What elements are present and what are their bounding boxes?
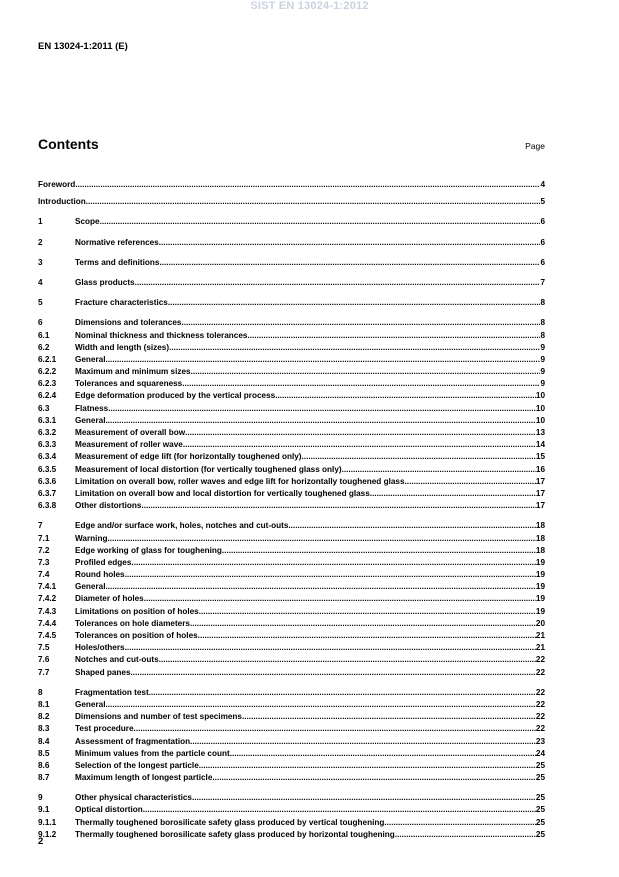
leader-dots <box>131 667 536 679</box>
toc-title: Profiled edges <box>75 557 132 567</box>
toc-number: 1 <box>38 217 43 227</box>
toc-title: Foreword <box>38 180 76 189</box>
toc-page: 22 <box>535 712 545 722</box>
toc-number: 6.3 <box>38 403 50 413</box>
toc-entry[interactable] <box>38 464 545 476</box>
toc-entry[interactable] <box>38 804 545 816</box>
toc-title: Measurement of local distortion (for vertically toughened glass only) <box>75 464 342 474</box>
toc-page: 17 <box>535 488 545 498</box>
toc-page: 8 <box>540 318 545 328</box>
toc-page: 4 <box>540 180 545 189</box>
toc-entry[interactable] <box>38 488 545 500</box>
toc-number: 7.5 <box>38 643 50 653</box>
leader-dots <box>275 390 536 402</box>
toc-title: Dimensions and tolerances <box>75 318 182 328</box>
toc-title: Other physical characteristics <box>75 793 192 803</box>
toc-entry[interactable] <box>38 366 545 378</box>
toc-entry[interactable] <box>38 711 545 723</box>
toc-number: 9.1 <box>38 805 50 815</box>
toc-entry-foreword[interactable] <box>38 179 545 191</box>
toc-page: 6 <box>540 257 545 267</box>
toc-title: Maximum length of longest particle <box>75 773 213 783</box>
toc-title: Measurement of edge lift (for horizontally toughened only) <box>75 452 302 462</box>
toc-page: 10 <box>535 391 545 401</box>
toc-entry[interactable] <box>38 699 545 711</box>
toc-page: 22 <box>535 699 545 709</box>
toc-entry[interactable] <box>38 642 545 654</box>
toc-title: Normative references <box>75 237 159 247</box>
toc-page: 17 <box>535 476 545 486</box>
leader-dots <box>199 606 536 618</box>
leader-dots <box>106 415 536 427</box>
toc-number: 7.2 <box>38 545 50 555</box>
toc-page: 21 <box>535 643 545 653</box>
toc-page: 22 <box>535 687 545 697</box>
toc-page: 21 <box>535 631 545 640</box>
leader-dots <box>199 760 536 772</box>
leader-dots <box>182 378 540 390</box>
toc-number: 8 <box>38 687 43 697</box>
leader-dots <box>143 804 536 816</box>
leader-dots <box>108 403 536 415</box>
toc-page: 5 <box>540 197 545 207</box>
toc-page: 19 <box>535 606 545 616</box>
toc-number: 8.7 <box>38 773 50 783</box>
toc-number: 6.3.6 <box>38 476 57 486</box>
toc-entry[interactable] <box>38 378 545 390</box>
toc-number: 6.3.8 <box>38 501 57 511</box>
toc-title: Diameter of holes <box>75 594 144 604</box>
toc-page: 9 <box>540 342 545 352</box>
toc-page: 20 <box>535 618 545 628</box>
toc-page: 8 <box>540 298 545 308</box>
toc-number: 7.7 <box>38 667 50 677</box>
document-id: EN 13024-1:2011 (E) <box>38 41 128 52</box>
toc-page: 15 <box>535 452 545 462</box>
leader-dots <box>190 618 536 630</box>
leader-dots <box>134 723 536 735</box>
toc-number: 7.4.5 <box>38 631 57 640</box>
toc-title: Edge and/or surface work, holes, notches and cut-outs <box>75 521 289 531</box>
toc-page: 25 <box>535 793 545 803</box>
leader-dots <box>125 642 536 654</box>
toc-number: 2 <box>38 237 43 247</box>
leader-dots <box>185 427 536 439</box>
toc-number: 5 <box>38 298 43 308</box>
toc-entry-introduction[interactable] <box>38 196 545 208</box>
toc-number: 7.4.3 <box>38 606 57 616</box>
leader-dots <box>192 792 536 804</box>
toc-number: 9 <box>38 793 43 803</box>
toc-entry[interactable] <box>38 618 545 630</box>
toc-number: 6.1 <box>38 330 50 340</box>
leader-dots <box>191 366 541 378</box>
contents-heading: Contents <box>38 136 99 152</box>
toc-entry[interactable] <box>38 736 545 748</box>
toc-title: Measurement of roller wave <box>75 440 183 450</box>
toc-page: 6 <box>540 237 545 247</box>
toc-entry[interactable] <box>38 654 545 666</box>
toc-title: Measurement of overall bow <box>75 428 186 437</box>
toc-page: 6 <box>540 217 545 227</box>
toc-title: Edge working of glass for toughening <box>75 545 222 555</box>
toc-number: 9.1.1 <box>38 817 57 827</box>
toc-entry[interactable] <box>38 545 545 557</box>
toc-entry[interactable] <box>38 593 545 605</box>
toc-number: 7.4.1 <box>38 582 57 592</box>
toc-title: Tolerances on hole diameters <box>75 618 190 628</box>
toc-entry[interactable] <box>38 257 545 269</box>
toc-number: 7.4 <box>38 570 50 580</box>
toc-title: Round holes <box>75 570 125 580</box>
toc-title: Scope <box>75 217 100 227</box>
leader-dots <box>100 216 541 228</box>
toc-entry[interactable] <box>38 723 545 735</box>
leader-dots <box>107 533 535 545</box>
toc-page: 22 <box>535 655 545 665</box>
toc-page: 23 <box>535 736 545 746</box>
toc-title: Thermally toughened borosilicate safety glass produced by vertical toughening <box>75 817 385 827</box>
table-of-contents <box>38 174 545 841</box>
toc-number: 6.2 <box>38 342 50 352</box>
toc-title: General <box>75 354 106 364</box>
toc-entry[interactable] <box>38 297 545 309</box>
toc-number: 6.2.1 <box>38 354 57 364</box>
page-number: 2 <box>38 836 44 847</box>
toc-page: 18 <box>535 545 545 555</box>
leader-dots <box>183 439 536 451</box>
toc-entry[interactable] <box>38 317 545 329</box>
toc-page: 9 <box>540 354 545 364</box>
toc-page: 19 <box>535 582 545 592</box>
toc-number: 6.2.4 <box>38 391 57 401</box>
toc-number: 7 <box>38 521 43 531</box>
toc-title: Test procedure <box>75 724 134 734</box>
toc-number: 7.6 <box>38 655 50 665</box>
toc-page: 22 <box>535 724 545 734</box>
leader-dots <box>405 476 536 488</box>
toc-title: Width and length (sizes) <box>75 342 170 352</box>
toc-title: Tolerances and squareness <box>75 379 183 389</box>
toc-title: Holes/others <box>75 643 125 653</box>
toc-page: 14 <box>535 440 545 450</box>
leader-dots <box>106 699 536 711</box>
toc-title: Limitation on overall bow, roller waves and edge lift for horizontally toughened glass <box>75 476 405 486</box>
leader-dots <box>168 297 541 309</box>
toc-number: 6.3.7 <box>38 488 57 498</box>
toc-number: 6.3.5 <box>38 464 57 474</box>
toc-title: Dimensions and number of test specimens <box>75 712 242 722</box>
toc-entry[interactable] <box>38 533 545 545</box>
toc-title: Shaped panes <box>75 667 131 677</box>
toc-number: 7.4.4 <box>38 618 57 628</box>
leader-dots <box>212 772 536 784</box>
toc-page: 10 <box>535 415 545 425</box>
toc-number: 8.2 <box>38 712 50 722</box>
toc-number: 8.5 <box>38 748 50 758</box>
toc-page: 10 <box>535 403 545 413</box>
toc-page: 9 <box>540 367 545 377</box>
leader-dots <box>159 654 536 666</box>
toc-page: 25 <box>535 817 545 827</box>
leader-dots <box>125 569 536 581</box>
toc-page: 25 <box>535 773 545 783</box>
leader-dots <box>135 277 541 289</box>
toc-number: 6.2.3 <box>38 379 57 389</box>
toc-entry[interactable] <box>38 354 545 366</box>
leader-dots <box>395 829 536 841</box>
toc-title: General <box>75 582 106 592</box>
toc-number: 6.2.2 <box>38 367 57 377</box>
toc-page: 7 <box>540 277 545 287</box>
toc-page: 19 <box>535 570 545 580</box>
toc-title: Selection of the longest particle <box>75 760 199 770</box>
leader-dots <box>131 557 535 569</box>
toc-page: 8 <box>540 330 545 340</box>
leader-dots <box>159 237 541 249</box>
toc-entry[interactable] <box>38 476 545 488</box>
toc-title: Thermally toughened borosilicate safety glass produced by horizontal toughening <box>75 829 395 839</box>
leader-dots <box>342 464 536 476</box>
toc-entry[interactable] <box>38 581 545 593</box>
leader-dots <box>302 451 536 463</box>
toc-entry[interactable] <box>38 390 545 402</box>
toc-title: Limitation on overall bow and local distortion for vertically toughened glass <box>75 488 370 498</box>
leader-dots <box>242 711 536 723</box>
leader-dots <box>222 545 536 557</box>
toc-title: Flatness <box>75 403 109 413</box>
toc-title: General <box>75 415 106 425</box>
toc-page: 9 <box>540 379 545 389</box>
leader-dots <box>144 593 536 605</box>
toc-title: Assessment of fragmentation <box>75 736 191 746</box>
leader-dots <box>159 257 540 269</box>
toc-number: 7.3 <box>38 557 50 567</box>
toc-entry[interactable] <box>38 500 545 512</box>
leader-dots <box>247 330 540 342</box>
leader-dots <box>141 500 535 512</box>
toc-entry[interactable] <box>38 630 545 642</box>
toc-title: Fragmentation test <box>75 687 149 697</box>
leader-dots <box>181 317 540 329</box>
toc-entry[interactable] <box>38 569 545 581</box>
toc-page: 19 <box>535 557 545 567</box>
toc-page: 22 <box>535 667 545 677</box>
toc-entry[interactable] <box>38 557 545 569</box>
toc-entry[interactable] <box>38 748 545 760</box>
leader-dots <box>106 354 541 366</box>
toc-number: 9.1.2 <box>38 829 57 839</box>
toc-entry[interactable] <box>38 451 545 463</box>
toc-entry[interactable] <box>38 277 545 289</box>
toc-number: 6.3.3 <box>38 440 57 450</box>
toc-number: 8.4 <box>38 736 50 746</box>
toc-title: Fracture characteristics <box>75 298 168 308</box>
leader-dots <box>75 179 540 191</box>
toc-title: Minimum values from the particle count <box>75 748 230 758</box>
toc-title: General <box>75 699 106 709</box>
toc-title: Warning <box>75 533 108 543</box>
toc-page: 18 <box>535 533 545 543</box>
toc-title: Introduction <box>38 197 86 207</box>
leader-dots <box>288 520 536 532</box>
toc-number: 3 <box>38 257 43 267</box>
toc-title: Nominal thickness and thickness tolerances <box>75 330 248 340</box>
page-column-label: Page <box>525 141 545 151</box>
toc-title: Notches and cut-outs <box>75 655 159 665</box>
toc-number: 7.1 <box>38 533 50 543</box>
toc-number: 6 <box>38 318 43 328</box>
leader-dots <box>86 196 541 208</box>
toc-number: 6.3.2 <box>38 428 57 437</box>
toc-entry[interactable] <box>38 237 545 249</box>
leader-dots <box>370 488 536 500</box>
toc-title: Tolerances on position of holes <box>75 631 198 640</box>
toc-entry[interactable] <box>38 330 545 342</box>
toc-entry[interactable] <box>38 439 545 451</box>
toc-entry[interactable] <box>38 216 545 228</box>
toc-number: 6.3.4 <box>38 452 57 462</box>
toc-title: Terms and definitions <box>75 257 160 267</box>
toc-number: 6.3.1 <box>38 415 57 425</box>
toc-entry[interactable] <box>38 772 545 784</box>
toc-entry[interactable] <box>38 687 545 699</box>
watermark: SIST EN 13024-1:2012 <box>250 0 369 12</box>
toc-number: 4 <box>38 277 43 287</box>
toc-entry[interactable] <box>38 427 545 439</box>
toc-entry[interactable] <box>38 403 545 415</box>
toc-entry[interactable] <box>38 817 545 829</box>
leader-dots <box>384 817 536 829</box>
toc-entry[interactable] <box>38 342 545 354</box>
toc-number: 8.1 <box>38 699 50 709</box>
toc-page: 19 <box>535 594 545 604</box>
toc-entry[interactable] <box>38 415 545 427</box>
toc-title: Limitations on position of holes <box>75 606 199 616</box>
leader-dots <box>230 748 536 760</box>
toc-entry[interactable] <box>38 760 545 772</box>
toc-entry[interactable] <box>38 829 545 841</box>
toc-title: Maximum and minimum sizes <box>75 367 191 377</box>
leader-dots <box>149 687 536 699</box>
leader-dots <box>198 630 536 642</box>
toc-page: 18 <box>535 521 545 531</box>
toc-title: Other distortions <box>75 501 142 511</box>
toc-title: Optical distortion <box>75 805 143 815</box>
toc-entry[interactable] <box>38 606 545 618</box>
toc-number: 8.3 <box>38 724 50 734</box>
toc-page: 25 <box>535 760 545 770</box>
toc-page: 17 <box>535 501 545 511</box>
leader-dots <box>169 342 540 354</box>
toc-number: 8.6 <box>38 760 50 770</box>
toc-number: 7.4.2 <box>38 594 57 604</box>
toc-page: 13 <box>535 428 545 437</box>
toc-entry[interactable] <box>38 667 545 679</box>
leader-dots <box>106 581 536 593</box>
toc-page: 24 <box>535 748 545 758</box>
toc-page: 25 <box>535 805 545 815</box>
toc-entry[interactable] <box>38 520 545 532</box>
toc-title: Glass products <box>75 277 135 287</box>
leader-dots <box>190 736 536 748</box>
toc-page: 16 <box>535 464 545 474</box>
toc-entry[interactable] <box>38 792 545 804</box>
toc-page: 25 <box>535 829 545 839</box>
toc-title: Edge deformation produced by the vertical process <box>75 391 276 401</box>
